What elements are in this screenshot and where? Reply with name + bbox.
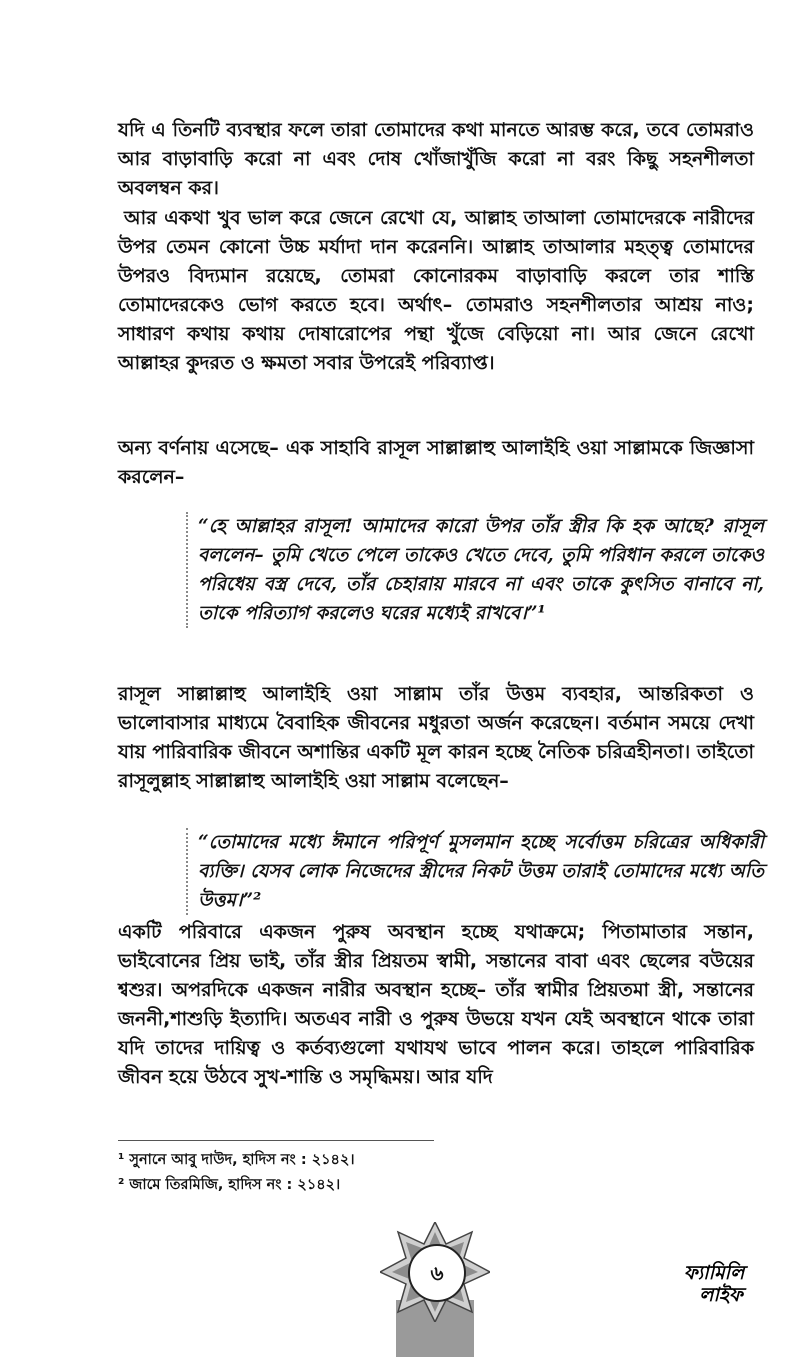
hadith-quote-2-text: “তোমাদের মধ্যে ঈমানে পরিপূর্ণ মুসলমান হচ্ছে সর্বোত্তম চরিত্রের অধিকারী ব্যক্তি। যেসব লোক নিজেদের স্ত্রীদের নিকট উত্তম তারাই তোমাদের মধ্যে অতি উত্তম।”² — [198, 832, 764, 911]
logo-line-1: ফ্যামিলি — [683, 1262, 745, 1284]
footnote-2: ² জামে তিরমিজি, হাদিস নং : ২১৪২। — [118, 1177, 341, 1193]
page-number: ৬ — [408, 1244, 466, 1302]
footnote-1: ¹ সুনানে আবু দাউদ, হাদিস নং : ২১৪২। — [118, 1152, 355, 1168]
hadith-quote-1 — [186, 512, 764, 628]
hadith-quote-1-text: “হে আল্লাহর রাসূল! আমাদের কারো উপর তাঁর স্ত্রীর কি হক আছে? রাসূল বললেন– তুমি খেতে পেলে তাকেও খেতে দেবে, তুমি পরিধান করলে তাকেও পরিধেয় বস্ত্র দেবে, তাঁর চেহারায় মারবে না এবং তাকে কুৎসিত বানাবে না, তাকে পরিত্যাগ করলেও ঘরের মধ্যেই রাখবে।”¹ — [198, 516, 764, 624]
hadith-quote-2 — [186, 828, 764, 915]
paragraph-3: অন্য বর্ণনায় এসেছে– এক সাহাবি রাসূল সাল্লাল্লাহু আলাইহি ওয়া সাল্লামকে জিজ্ঞাসা করলেন– — [118, 437, 754, 488]
paragraph-4: রাসূল সাল্লাল্লাহু আলাইহি ওয়া সাল্লাম তাঁর উত্তম ব্যবহার, আন্তরিকতা ও ভালোবাসার মাধ্যমে বৈবাহিক জীবনের মধুরতা অর্জন করেছেন। বর্তমান সময়ে দেখা যায় পারিবারিক জীবনে অশান্তির একটি মূল কারন হচ্ছে নৈতিক চরিত্রহীনতা। তাইতো রাসূলুল্লাহ সাল্লাল্লাহু আলাইহি ওয়া সাল্লাম বলেছেন– — [118, 683, 754, 792]
logo-line-2: লাইফ — [699, 1284, 743, 1306]
paragraph-1: যদি এ তিনটি ব্যবস্থার ফলে তারা তোমাদের কথা মানতে আরম্ভ করে, তবে তোমরাও আর বাড়াবাড়ি করো না এবং দোষ খোঁজাখুঁজি করো না বরং কিছু সহনশীলতা অবলম্বন কর। — [118, 119, 754, 199]
paragraph-2: আর একথা খুব ভাল করে জেনে রেখো যে, আল্লাহ তাআলা তোমাদেরকে নারীদের উপর তেমন কোনো উচ্চ মর্যাদা দান করেননি। আল্লাহ তাআলার মহত্ত্ব তোমাদের উপরও বিদ্যমান রয়েছে, তোমরা কোনোরকম বাড়াবাড়ি করলে তার শাস্তি তোমাদেরকেও ভোগ করতে হবে। অর্থাৎ– তোমরাও সহনশীলতার আশ্রয় নাও; সাধারণ কথায় কথায় দোষারোপের পন্থা খুঁজে বেড়িয়ো না। আর জেনে রেখো আল্লাহর কুদরত ও ক্ষমতা সবার উপরেই পরিব্যাপ্ত। — [118, 207, 754, 374]
book-logo — [664, 1262, 764, 1306]
paragraph-5: একটি পরিবারে একজন পুরুষ অবস্থান হচ্ছে যথাক্রমে; পিতামাতার সন্তান, ভাইবোনের প্রিয় ভাই, তাঁর স্ত্রীর প্রিয়তম স্বামী, সন্তানের বাবা এবং ছেলের বউয়ের শ্বশুর। অপরদিকে একজন নারীর অবস্থান হচ্ছে– তাঁর স্বামীর প্রিয়তমা স্ত্রী, সন্তানের জননী,শাশুড়ি ইত্যাদি। অতএব নারী ও পুরুষ উভয়ে যখন যেই অবস্থানে থাকে তারা যদি তাদের দায়িত্ব ও কর্তব্যগুলো যথাযথ ভাবে পালন করে। তাহলে পারিবারিক জীবন হয়ে উঠবে সুখ-শান্তি ও সমৃদ্ধিময়। আর যদি — [118, 921, 754, 1088]
footnote-divider — [118, 1140, 434, 1141]
